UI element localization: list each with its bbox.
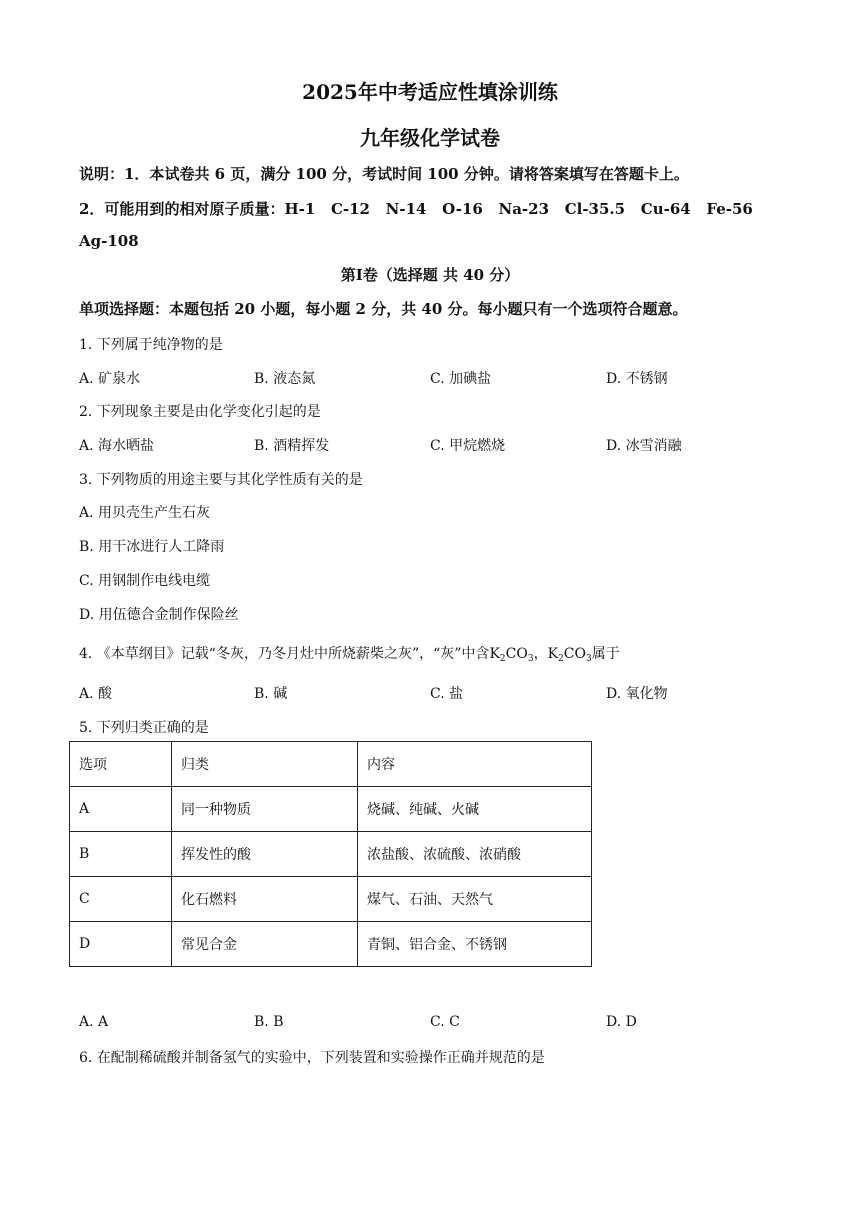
q3-option-c: C. 用钢制作电线电缆: [79, 573, 211, 589]
exam-title: 2025年中考适应性填涂训练: [302, 80, 558, 104]
q4-formula-2: $K_2CO_3$: [547, 646, 592, 664]
table-cell: B: [70, 832, 172, 877]
table-cell: 化石燃料: [172, 877, 358, 922]
section-title: 第Ⅰ卷（选择题 共 40 分）: [340, 266, 520, 284]
q2-option-b: B. 酒精挥发: [254, 438, 330, 454]
table-row: [70, 877, 592, 922]
q1-option-a: A. 矿泉水: [79, 371, 141, 387]
q4-option-d: D. 氧化物: [606, 686, 668, 702]
q5-option-b: B. B: [254, 1014, 284, 1030]
q1-option-d: D. 不锈钢: [606, 371, 668, 387]
question-5-stem: 5. 下列归类正确的是: [79, 720, 209, 736]
q1-option-b: B. 液态氮: [254, 371, 316, 387]
table-header-cell: 内容: [358, 742, 592, 787]
q4-option-b: B. 碱: [254, 686, 288, 702]
table-header-row: [70, 742, 592, 787]
q4-stem-end: 属于: [591, 646, 620, 662]
table-cell: 常见合金: [172, 922, 358, 967]
question-1-stem: 1. 下列属于纯净物的是: [79, 337, 223, 353]
q1-option-c: C. 加碘盐: [430, 371, 492, 387]
q3-option-d: D. 用伍德合金制作保险丝: [79, 607, 239, 623]
q4-option-a: A. 酸: [79, 686, 113, 702]
table-cell: D: [70, 922, 172, 967]
q2-option-c: C. 甲烷燃烧: [430, 438, 506, 454]
table-cell: A: [70, 787, 172, 832]
table-row: [70, 832, 592, 877]
table-row: [70, 787, 592, 832]
table-cell: 挥发性的酸: [172, 832, 358, 877]
q3-option-b: B. 用干冰进行人工降雨: [79, 539, 225, 555]
table-header-cell: 归类: [172, 742, 358, 787]
question-6-stem: 6. 在配制稀硫酸并制备氢气的实验中，下列装置和实验操作正确并规范的是: [79, 1050, 545, 1066]
classification-table: [69, 741, 592, 967]
table-cell: 煤气、石油、天然气: [358, 877, 592, 922]
q4-option-c: C. 盐: [430, 686, 464, 702]
table-header-cell: 选项: [70, 742, 172, 787]
section-instruction: 单项选择题：本题包括 20 小题，每小题 2 分，共 40 分。每小题只有一个选项符合题意。: [79, 300, 688, 318]
q2-option-a: A. 海水晒盐: [79, 438, 155, 454]
table-cell: 浓盐酸、浓硫酸、浓硝酸: [358, 832, 592, 877]
q5-option-c: C. C: [430, 1014, 460, 1030]
q4-stem-text: 4. 《本草纲目》记载“冬灰，乃冬月灶中所烧薪柴之灰”，“灰”中含: [79, 646, 490, 662]
q4-separator: ，: [533, 646, 548, 662]
table-row: [70, 922, 592, 967]
table-cell: 烧碱、纯碱、火碱: [358, 787, 592, 832]
exam-subtitle: 九年级化学试卷: [360, 126, 500, 150]
q5-option-a: A. A: [79, 1014, 109, 1030]
note-line-2: 2．可能用到的相对原子质量：H-1 C-12 N-14 O-16 Na-23 Cl-35.5 Cu-64 Fe-56: [79, 200, 753, 218]
q3-option-a: A. 用贝壳生产生石灰: [79, 505, 211, 521]
question-2-stem: 2. 下列现象主要是由化学变化引起的是: [79, 404, 321, 420]
q4-formula-1: $K_2CO_3$: [489, 646, 534, 664]
table-cell: 同一种物质: [172, 787, 358, 832]
note-line-3: Ag-108: [79, 232, 139, 250]
note-line-1: 说明：1．本试卷共 6 页，满分 100 分，考试时间 100 分钟。请将答案填写在答题卡上。: [79, 165, 689, 183]
table-cell: C: [70, 877, 172, 922]
table-cell: 青铜、铝合金、不锈钢: [358, 922, 592, 967]
q5-option-d: D. D: [606, 1014, 637, 1030]
question-3-stem: 3. 下列物质的用途主要与其化学性质有关的是: [79, 472, 363, 488]
question-4-stem: [79, 643, 620, 664]
q2-option-d: D. 冰雪消融: [606, 438, 682, 454]
